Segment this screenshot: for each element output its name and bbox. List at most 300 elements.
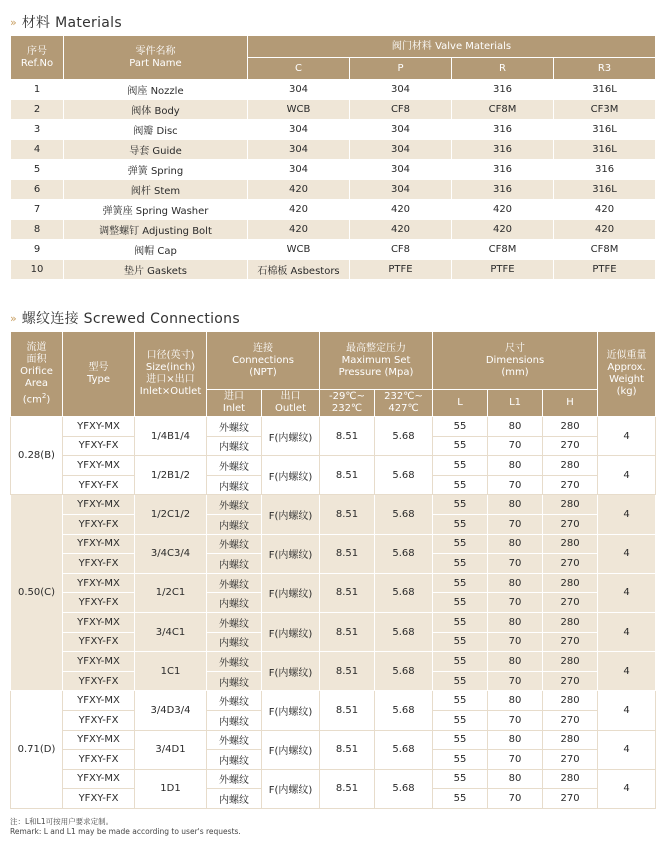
dim-h-cell: 280	[543, 730, 598, 750]
inlet-cell: 内螺纹	[207, 554, 262, 574]
r-cell: PTFE	[452, 260, 554, 280]
size-cell: 3/4C1	[135, 612, 207, 651]
outlet-cell: F(内螺纹)	[262, 769, 320, 808]
r3-cell: 316L	[554, 140, 656, 160]
ref-cell: 6	[11, 180, 64, 200]
type-cell: YFXY-MX	[63, 730, 135, 750]
materials-row	[11, 140, 656, 160]
type-cell: YFXY-FX	[63, 593, 135, 613]
type-cell: YFXY-MX	[63, 573, 135, 593]
size-cell: 3/4C3/4	[135, 534, 207, 573]
connection-row	[11, 534, 656, 554]
dim-l1-cell: 70	[488, 789, 543, 809]
area-group	[11, 417, 656, 495]
inlet-cell: 内螺纹	[207, 436, 262, 456]
connection-row	[11, 769, 656, 789]
outlet-cell: F(内螺纹)	[262, 417, 320, 456]
type-cell: YFXY-FX	[63, 554, 135, 574]
pressure1-cell: 8.51	[320, 573, 375, 612]
inlet-cell: 外螺纹	[207, 495, 262, 515]
dim-h-cell: 280	[543, 417, 598, 437]
dim-l-cell: 55	[433, 691, 488, 711]
col-r-header: R	[452, 58, 554, 80]
c-cell: WCB	[248, 240, 350, 260]
weight-cell: 4	[598, 417, 656, 456]
col-c-header: C	[248, 58, 350, 80]
pressure1-cell: 8.51	[320, 612, 375, 651]
screwed-section-title	[10, 308, 240, 328]
r-cell: 420	[452, 220, 554, 240]
r3-cell: 316	[554, 160, 656, 180]
size-header-cn: 口径(英寸)	[146, 350, 195, 361]
dim-header-cn: 尺寸	[505, 342, 526, 354]
pressure1-cell: 8.51	[320, 417, 375, 456]
inlet-cell: 内螺纹	[207, 789, 262, 809]
dim-l1-cell: 70	[488, 475, 543, 495]
remark-note	[10, 817, 241, 837]
part-cell: 调整螺钉 Adjusting Bolt	[64, 220, 248, 240]
size-cell: 1D1	[135, 769, 207, 808]
p-cell: 304	[350, 160, 452, 180]
dim-h-cell: 270	[543, 554, 598, 574]
materials-title: 材料 Materials	[21, 15, 122, 31]
area-header-cn1: 流道	[26, 341, 47, 353]
size-cell: 1/2C1	[135, 573, 207, 612]
area-unit: (cm	[22, 394, 42, 406]
type-cell: YFXY-MX	[63, 691, 135, 711]
p-cell: 304	[350, 80, 452, 100]
materials-section-title	[10, 12, 122, 32]
outlet-cell: F(内螺纹)	[262, 730, 320, 769]
part-cell: 阀座 Nozzle	[64, 80, 248, 100]
area-header-en2: Area	[24, 377, 48, 389]
type-header-en: Type	[87, 374, 110, 385]
dimensions-header	[433, 332, 598, 390]
ref-cell: 10	[11, 260, 64, 280]
pressure2-cell: 5.68	[375, 417, 433, 456]
r3-cell: 316L	[554, 80, 656, 100]
temp1-b: 232℃	[331, 403, 363, 414]
c-cell: 420	[248, 220, 350, 240]
dim-l1-header: L1	[488, 390, 543, 417]
weight-cell: 4	[598, 534, 656, 573]
wt-header-unit: (kg)	[616, 386, 637, 397]
conn-header-unit: (NPT)	[249, 366, 277, 378]
pressure1-cell: 8.51	[320, 769, 375, 808]
remark-en: Remark: L and L1 may be made according to user's requests.	[10, 827, 241, 836]
r3-cell: 316L	[554, 120, 656, 140]
weight-cell: 4	[598, 456, 656, 495]
pressure-header	[320, 332, 433, 390]
dim-l-cell: 55	[433, 769, 488, 789]
temp1-header	[320, 390, 375, 417]
dim-l1-cell: 70	[488, 671, 543, 691]
dim-l1-cell: 80	[488, 652, 543, 672]
r3-cell: 420	[554, 220, 656, 240]
weight-cell: 4	[598, 612, 656, 651]
type-cell: YFXY-MX	[63, 652, 135, 672]
screwed-table	[10, 331, 656, 809]
dim-l-cell: 55	[433, 710, 488, 730]
type-cell: YFXY-MX	[63, 534, 135, 554]
chevron-icon: »	[10, 15, 16, 29]
ref-cell: 4	[11, 140, 64, 160]
dim-l-cell: 55	[433, 475, 488, 495]
materials-row	[11, 180, 656, 200]
inlet-cell: 外螺纹	[207, 691, 262, 711]
pressure1-cell: 8.51	[320, 691, 375, 730]
col-p-header: P	[350, 58, 452, 80]
r-cell: 316	[452, 160, 554, 180]
pressure2-cell: 5.68	[375, 730, 433, 769]
inlet-cell: 外螺纹	[207, 456, 262, 476]
dim-l1-cell: 80	[488, 612, 543, 632]
part-cell: 阀杆 Stem	[64, 180, 248, 200]
conn-header-en: Connections	[232, 354, 294, 366]
wt-header-en1: Approx.	[607, 362, 646, 373]
inlet-cell: 外螺纹	[207, 417, 262, 437]
wt-header-cn: 近似重量	[606, 350, 647, 361]
size-header-cn2: 进口×出口	[146, 374, 195, 385]
dim-h-cell: 270	[543, 632, 598, 652]
r-cell: CF8M	[452, 100, 554, 120]
dim-l1-cell: 80	[488, 769, 543, 789]
dim-h-cell: 270	[543, 593, 598, 613]
outlet-cell: F(内螺纹)	[262, 652, 320, 691]
ref-cell: 3	[11, 120, 64, 140]
size-header-en2: Inlet×Outlet	[139, 386, 202, 397]
size-cell: 3/4D3/4	[135, 691, 207, 730]
dim-l1-cell: 80	[488, 495, 543, 515]
inlet-cell: 外螺纹	[207, 534, 262, 554]
screwed-title: 螺纹连接 Screwed Connections	[21, 311, 240, 327]
size-cell: 1/2B1/2	[135, 456, 207, 495]
area-header-en1: Orifice	[20, 365, 53, 377]
inlet-cell: 外螺纹	[207, 652, 262, 672]
pressure2-cell: 5.68	[375, 456, 433, 495]
type-header-cn: 型号	[88, 362, 109, 373]
r-cell: 420	[452, 200, 554, 220]
pressure2-cell: 5.68	[375, 573, 433, 612]
c-cell: 420	[248, 200, 350, 220]
dim-l1-cell: 70	[488, 554, 543, 574]
pressure2-cell: 5.68	[375, 652, 433, 691]
c-cell: WCB	[248, 100, 350, 120]
c-cell: 304	[248, 140, 350, 160]
type-header	[63, 332, 135, 417]
materials-table	[10, 35, 656, 280]
dim-h-cell: 280	[543, 573, 598, 593]
dim-h-cell: 270	[543, 436, 598, 456]
connection-row	[11, 691, 656, 711]
p-cell: 420	[350, 200, 452, 220]
dim-h-cell: 270	[543, 750, 598, 770]
connection-row	[11, 417, 656, 437]
part-cell: 弹簧 Spring	[64, 160, 248, 180]
dim-l-cell: 55	[433, 612, 488, 632]
col-r3-header: R3	[554, 58, 656, 80]
press-header-en1: Maximum Set	[341, 354, 411, 366]
part-cell: 阀瓣 Disc	[64, 120, 248, 140]
wt-header-en2: Weight	[609, 374, 644, 385]
inlet-cell: 外螺纹	[207, 612, 262, 632]
area-group	[11, 495, 656, 691]
materials-row	[11, 120, 656, 140]
dim-l-cell: 55	[433, 436, 488, 456]
dim-h-cell: 270	[543, 671, 598, 691]
type-cell: YFXY-MX	[63, 612, 135, 632]
dim-l1-cell: 70	[488, 710, 543, 730]
part-header-cn: 零件名称	[135, 45, 176, 57]
dim-l1-cell: 80	[488, 691, 543, 711]
materials-row	[11, 260, 656, 280]
inlet-cell: 外螺纹	[207, 730, 262, 750]
dim-l1-cell: 80	[488, 456, 543, 476]
dim-l-cell: 55	[433, 456, 488, 476]
dim-l1-cell: 80	[488, 730, 543, 750]
r3-cell: CF3M	[554, 100, 656, 120]
weight-cell: 4	[598, 769, 656, 808]
part-cell: 阀体 Body	[64, 100, 248, 120]
dim-l1-cell: 80	[488, 534, 543, 554]
connection-row	[11, 612, 656, 632]
dim-l-cell: 55	[433, 417, 488, 437]
dim-l-cell: 55	[433, 789, 488, 809]
ref-cell: 2	[11, 100, 64, 120]
valve-materials-header: 阀门材料 Valve Materials	[248, 36, 656, 58]
p-cell: 304	[350, 180, 452, 200]
size-header-en: Size(inch)	[145, 362, 196, 373]
ref-cell: 1	[11, 80, 64, 100]
outlet-header	[262, 390, 320, 417]
pressure1-cell: 8.51	[320, 534, 375, 573]
ref-cell: 5	[11, 160, 64, 180]
temp2-header	[375, 390, 433, 417]
press-header-cn: 最高整定压力	[346, 342, 407, 354]
outlet-header-cn: 出口	[280, 391, 301, 402]
dim-header-unit: (mm)	[501, 366, 529, 378]
p-cell: 420	[350, 220, 452, 240]
type-cell: YFXY-FX	[63, 632, 135, 652]
outlet-cell: F(内螺纹)	[262, 495, 320, 534]
dim-l1-cell: 70	[488, 514, 543, 534]
press-header-en2: Pressure (Mpa)	[338, 366, 414, 378]
outlet-cell: F(内螺纹)	[262, 691, 320, 730]
pressure2-cell: 5.68	[375, 691, 433, 730]
dim-l1-cell: 70	[488, 750, 543, 770]
r3-cell: CF8M	[554, 240, 656, 260]
dim-h-cell: 280	[543, 652, 598, 672]
pressure2-cell: 5.68	[375, 495, 433, 534]
outlet-cell: F(内螺纹)	[262, 456, 320, 495]
dim-h-cell: 270	[543, 514, 598, 534]
connection-row	[11, 456, 656, 476]
pressure2-cell: 5.68	[375, 612, 433, 651]
ref-cell: 9	[11, 240, 64, 260]
ref-cell: 8	[11, 220, 64, 240]
ref-cell: 7	[11, 200, 64, 220]
ref-header-en: Ref.No	[20, 57, 54, 69]
dim-header-en: Dimensions	[485, 354, 545, 366]
area-header-unit	[11, 390, 62, 406]
dim-l-cell: 55	[433, 750, 488, 770]
dim-l-cell: 55	[433, 671, 488, 691]
inlet-cell: 内螺纹	[207, 632, 262, 652]
dim-l1-cell: 70	[488, 593, 543, 613]
size-header	[135, 332, 207, 417]
dim-l-cell: 55	[433, 495, 488, 515]
dim-h-cell: 280	[543, 456, 598, 476]
connection-row	[11, 495, 656, 515]
pressure1-cell: 8.51	[320, 456, 375, 495]
weight-cell: 4	[598, 691, 656, 730]
area-unit-close: )	[46, 394, 51, 406]
outlet-cell: F(内螺纹)	[262, 534, 320, 573]
r3-cell: PTFE	[554, 260, 656, 280]
r-cell: 316	[452, 180, 554, 200]
p-cell: PTFE	[350, 260, 452, 280]
inlet-cell: 外螺纹	[207, 769, 262, 789]
materials-row	[11, 240, 656, 260]
type-cell: YFXY-FX	[63, 514, 135, 534]
weight-cell: 4	[598, 730, 656, 769]
materials-row	[11, 160, 656, 180]
connections-header	[207, 332, 320, 390]
size-cell: 3/4D1	[135, 730, 207, 769]
dim-h-cell: 280	[543, 691, 598, 711]
part-header-en: Part Name	[129, 57, 182, 69]
inlet-cell: 内螺纹	[207, 593, 262, 613]
pressure1-cell: 8.51	[320, 652, 375, 691]
type-cell: YFXY-FX	[63, 750, 135, 770]
r-cell: CF8M	[452, 240, 554, 260]
dim-h-cell: 270	[543, 789, 598, 809]
c-cell: 304	[248, 120, 350, 140]
type-cell: YFXY-MX	[63, 495, 135, 515]
dim-l1-cell: 70	[488, 632, 543, 652]
dim-l-cell: 55	[433, 554, 488, 574]
p-cell: 304	[350, 120, 452, 140]
dim-l1-cell: 80	[488, 417, 543, 437]
dim-h-cell: 280	[543, 495, 598, 515]
area-group	[11, 691, 656, 809]
pressure2-cell: 5.68	[375, 769, 433, 808]
area-cell: 0.71(D)	[11, 691, 63, 809]
materials-row	[11, 220, 656, 240]
ref-header-cn: 序号	[27, 45, 47, 57]
type-cell: YFXY-MX	[63, 417, 135, 437]
weight-cell: 4	[598, 495, 656, 534]
type-cell: YFXY-FX	[63, 671, 135, 691]
pressure2-cell: 5.68	[375, 534, 433, 573]
area-cell: 0.50(C)	[11, 495, 63, 691]
part-cell: 导套 Guide	[64, 140, 248, 160]
pressure1-cell: 8.51	[320, 730, 375, 769]
dim-l-cell: 55	[433, 534, 488, 554]
inlet-cell: 内螺纹	[207, 475, 262, 495]
c-cell: 420	[248, 180, 350, 200]
dim-l-cell: 55	[433, 514, 488, 534]
materials-row	[11, 100, 656, 120]
temp2-b: 427℃	[388, 403, 419, 414]
dim-l-cell: 55	[433, 573, 488, 593]
inlet-header-en: Inlet	[222, 403, 246, 414]
temp1-a: -29℃~	[329, 391, 365, 402]
connection-row	[11, 573, 656, 593]
r-cell: 316	[452, 80, 554, 100]
p-cell: CF8	[350, 100, 452, 120]
type-cell: YFXY-MX	[63, 456, 135, 476]
connection-row	[11, 730, 656, 750]
r3-cell: 420	[554, 200, 656, 220]
area-unit-sup: 2	[41, 391, 47, 400]
dim-h-cell: 280	[543, 612, 598, 632]
outlet-header-en: Outlet	[275, 403, 306, 414]
weight-cell: 4	[598, 652, 656, 691]
dim-h-cell: 270	[543, 475, 598, 495]
inlet-cell: 内螺纹	[207, 671, 262, 691]
c-cell: 石棉板 Asbestors	[248, 260, 350, 280]
type-cell: YFXY-FX	[63, 475, 135, 495]
p-cell: CF8	[350, 240, 452, 260]
type-cell: YFXY-FX	[63, 436, 135, 456]
r-cell: 316	[452, 120, 554, 140]
temp2-a: 232℃~	[384, 391, 423, 402]
area-header	[11, 332, 63, 417]
type-cell: YFXY-FX	[63, 710, 135, 730]
dim-l-header: L	[433, 390, 488, 417]
size-cell: 1/2C1/2	[135, 495, 207, 534]
outlet-cell: F(内螺纹)	[262, 612, 320, 651]
inlet-cell: 内螺纹	[207, 750, 262, 770]
r-cell: 316	[452, 140, 554, 160]
inlet-cell: 内螺纹	[207, 710, 262, 730]
dim-h-cell: 280	[543, 769, 598, 789]
c-cell: 304	[248, 80, 350, 100]
size-cell: 1C1	[135, 652, 207, 691]
chevron-icon: »	[10, 311, 16, 325]
pressure1-cell: 8.51	[320, 495, 375, 534]
type-cell: YFXY-FX	[63, 789, 135, 809]
dim-h-cell: 270	[543, 710, 598, 730]
part-header	[64, 36, 248, 80]
weight-header	[598, 332, 656, 417]
connection-row	[11, 652, 656, 672]
inlet-cell: 外螺纹	[207, 573, 262, 593]
materials-row	[11, 80, 656, 100]
remark-cn: 注：L和L1可按用户要求定制。	[10, 817, 114, 826]
r3-cell: 316L	[554, 180, 656, 200]
dim-l-cell: 55	[433, 652, 488, 672]
ref-header	[11, 36, 64, 80]
area-header-cn2: 面积	[26, 353, 47, 365]
weight-cell: 4	[598, 573, 656, 612]
part-cell: 阀帽 Cap	[64, 240, 248, 260]
dim-l1-cell: 70	[488, 436, 543, 456]
size-cell: 1/4B1/4	[135, 417, 207, 456]
conn-header-cn: 连接	[253, 342, 273, 354]
dim-l-cell: 55	[433, 593, 488, 613]
part-cell: 弹簧座 Spring Washer	[64, 200, 248, 220]
inlet-header-cn: 进口	[224, 391, 244, 402]
c-cell: 304	[248, 160, 350, 180]
dim-h-cell: 280	[543, 534, 598, 554]
materials-row	[11, 200, 656, 220]
inlet-cell: 内螺纹	[207, 514, 262, 534]
dim-l-cell: 55	[433, 632, 488, 652]
area-cell: 0.28(B)	[11, 417, 63, 495]
dim-l-cell: 55	[433, 730, 488, 750]
